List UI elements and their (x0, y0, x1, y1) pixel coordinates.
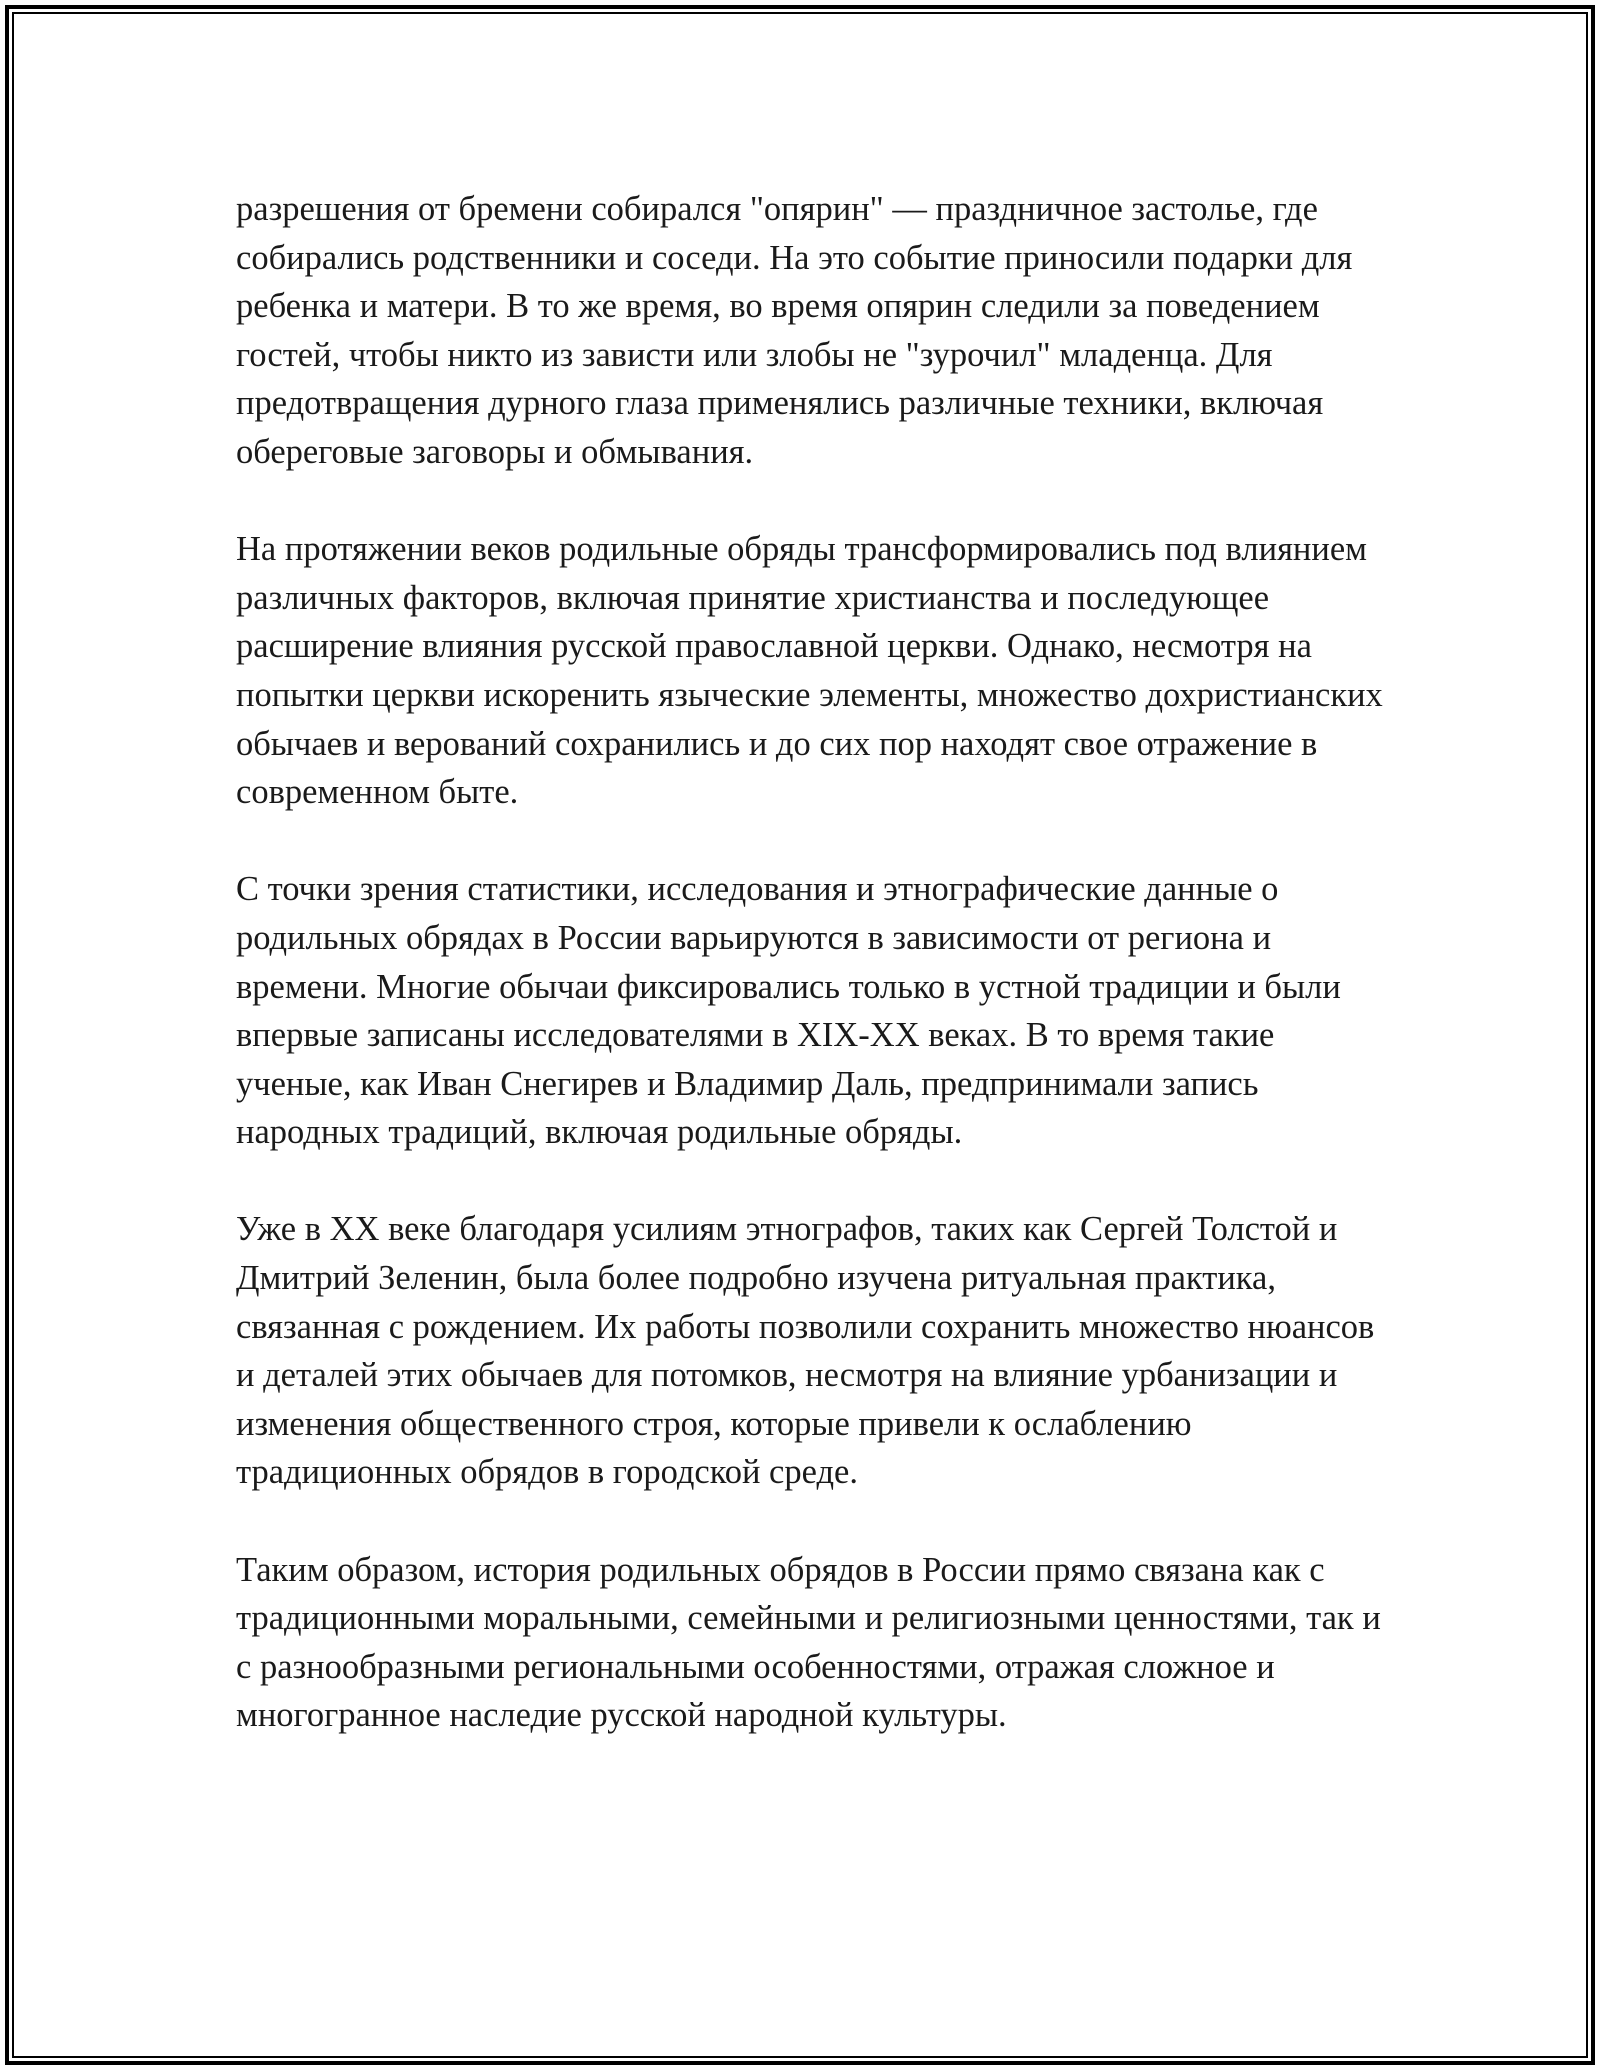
paragraph-1: разрешения от бремени собирался "опярин" — праздничное застолье, где собирались родственники и соседи. На это событие приносили подарки для ребенка и матери. В то же время, во время опярин следили за поведением гостей, чтобы никто из зависти или злобы не "зурочил" младенца. Для предотвращения дурного глаза применялись различные техники, включая обереговые заговоры и обмывания. (236, 190, 1353, 471)
paragraph-2: На протяжении веков родильные обряды трансформировались под влиянием различных факторов, включая принятие христианства и последующее расширение влияния русской православной церкви. Однако, несмотря на попытки церкви искоренить языческие элементы, множество дохристианских обычаев и верований сохранились и до сих пор находят свое отражение в современном быте. (236, 530, 1383, 812)
document-body (236, 185, 1386, 1740)
paragraph-4: Уже в XX веке благодаря усилиям этнографов, таких как Сергей Толстой и Дмитрий Зеленин, была более подробно изучена ритуальная практика, связанная с рождением. Их работы позволили сохранить множество нюансов и деталей этих обычаев для потомков, несмотря на влияние урбанизации и изменения общественного строя, которые привели к ослаблению традиционных обрядов в городской среде. (236, 1210, 1375, 1492)
paragraph-5: Таким образом, история родильных обрядов в России прямо связана как с традиционными моральными, семейными и религиозными ценностями, так и с разнообразными региональными особенностями, отражая сложное и многогранное наследие русской народной культуры. (236, 1550, 1381, 1735)
paragraph-3: С точки зрения статистики, исследования и этнографические данные о родильных обрядах в России варьируются в зависимости от региона и времени. Многие обычаи фиксировались только в устной традиции и были впервые записаны исследователями в XIX-XX веках. В то время такие ученые, как Иван Снегирев и Владимир Даль, предпринимали запись народных традиций, включая родильные обряды. (236, 870, 1341, 1152)
